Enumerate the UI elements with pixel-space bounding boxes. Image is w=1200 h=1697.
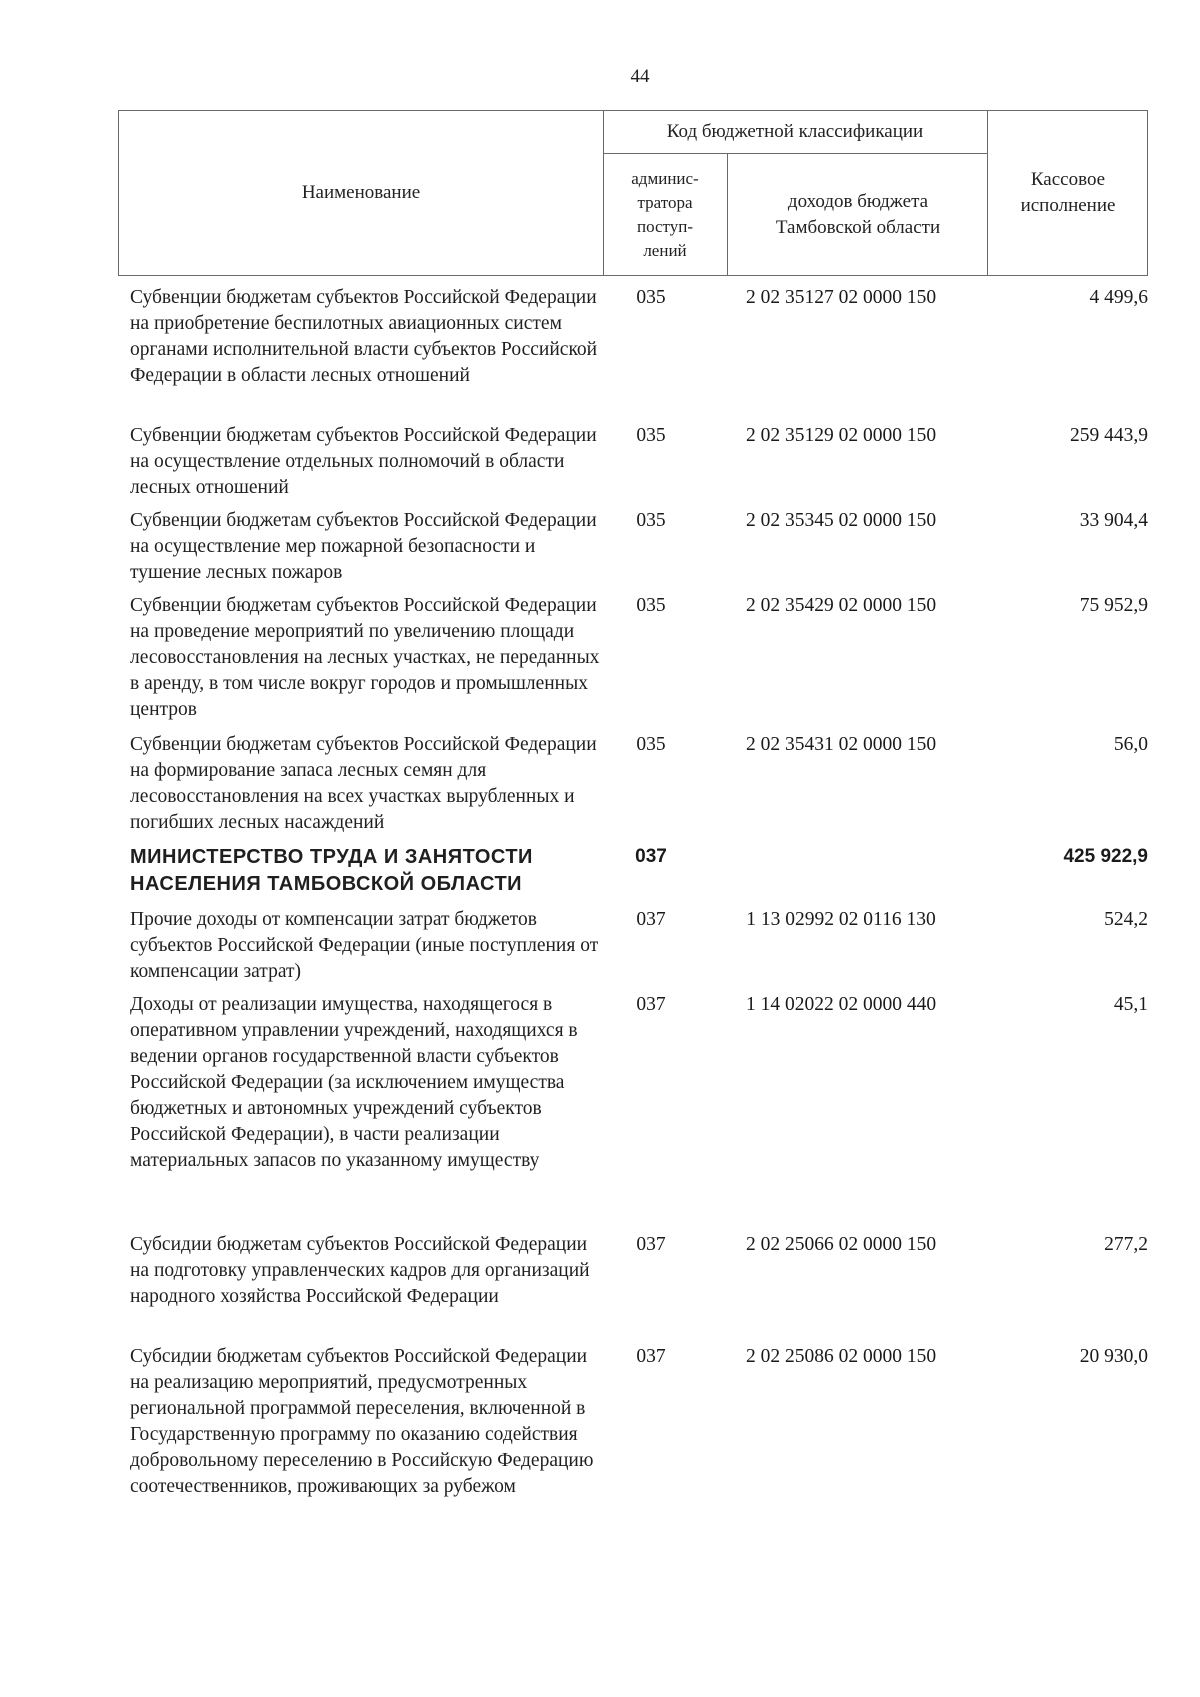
row-amount: 20 930,0 (1079, 1346, 1148, 1367)
row-budget-code: 1 14 02022 02 0000 440 (745, 994, 937, 1015)
row-name: Субвенции бюджетам субъектов Российской Федерации на приобретение беспилотных авиационных систем органами исполнительной власти субъектов Российской Федерации в области лесных отношений (130, 287, 598, 386)
row-amount: 33 904,4 (1079, 510, 1148, 531)
table-row (118, 508, 1148, 593)
row-amount: 259 443,9 (1070, 425, 1148, 446)
row-amount: 45,1 (1113, 994, 1148, 1015)
row-amount: 56,0 (1113, 734, 1148, 755)
row-admin-code: 035 (636, 595, 666, 616)
row-admin-code: 035 (636, 287, 666, 308)
row-amount: 524,2 (1104, 909, 1148, 930)
ministry-name: МИНИСТЕРСТВО ТРУДА И ЗАНЯТОСТИ НАСЕЛЕНИЯ ТАМБОВСКОЙ ОБЛАСТИ (130, 846, 533, 895)
table-row (118, 1344, 1148, 1564)
header-execution: Кассовое исполнение (1020, 169, 1116, 216)
table-row (118, 1232, 1148, 1344)
row-budget-code: 2 02 35429 02 0000 150 (745, 595, 937, 616)
row-admin-code: 037 (636, 994, 666, 1015)
row-admin-code: 037 (635, 846, 667, 867)
row-budget-code: 2 02 35345 02 0000 150 (745, 510, 937, 531)
table-row (118, 593, 1148, 732)
row-admin-code: 037 (636, 1346, 666, 1367)
table-row (118, 285, 1148, 423)
table-row (118, 907, 1148, 992)
row-admin-code: 035 (636, 510, 666, 531)
ministry-row (118, 844, 1148, 907)
header-divider (603, 153, 987, 154)
row-budget-code: 2 02 35431 02 0000 150 (745, 734, 937, 755)
row-admin-code: 035 (636, 425, 666, 446)
table-body (118, 285, 1148, 1564)
header-admin: админис-тратора поступ-лений (631, 169, 699, 260)
row-budget-code: 2 02 25086 02 0000 150 (745, 1346, 937, 1367)
row-name: Субвенции бюджетам субъектов Российской Федерации на осуществление отдельных полномочий в области лесных отношений (130, 425, 597, 498)
row-name: Субсидии бюджетам субъектов Российской Федерации на подготовку управленческих кадров для организаций народного хозяйства Российской Федерации (130, 1234, 590, 1307)
header-income: доходов бюджета Тамбовской области (775, 191, 941, 238)
header-budget-code: Код бюджетной классификации (666, 121, 924, 142)
row-admin-code: 037 (636, 1234, 666, 1255)
row-name: Субвенции бюджетам субъектов Российской Федерации на осуществление мер пожарной безопасности и тушение лесных пожаров (130, 510, 597, 583)
row-admin-code: 037 (636, 909, 666, 930)
ministry-total: 425 922,9 (1063, 846, 1148, 867)
row-name: Прочие доходы от компенсации затрат бюджетов субъектов Российской Федерации (иные поступления от компенсации затрат) (130, 909, 599, 982)
row-amount: 75 952,9 (1079, 595, 1148, 616)
row-budget-code: 2 02 35129 02 0000 150 (745, 425, 937, 446)
table-header (118, 110, 1148, 276)
table-row (118, 992, 1148, 1232)
row-name: Доходы от реализации имущества, находящегося в оперативном управлении учреждений, находящихся в ведении органов государственной власти субъектов Российской Федерации (за исключением имущества бюджетных и автономных учреждений субъектов Российской Федерации), в части реализации материальных запасов по указанному имуществу (130, 994, 578, 1171)
table-row (118, 732, 1148, 844)
page-number: 44 (630, 66, 650, 87)
row-budget-code: 1 13 02992 02 0116 130 (746, 909, 936, 930)
header-divider (987, 111, 988, 275)
table-row (118, 423, 1148, 508)
row-name: Субвенции бюджетам субъектов Российской Федерации на формирование запаса лесных семян для лесовосстановления на всех участках вырубленных и погибших лесных насаждений (130, 734, 597, 833)
row-name: Субсидии бюджетам субъектов Российской Федерации на реализацию мероприятий, предусмотренных региональной программой переселения, включенной в Государственную программу по оказанию содействия добровольному переселению в Российскую Федерацию соотечественников, проживающих за рубежом (130, 1346, 594, 1497)
row-amount: 277,2 (1104, 1234, 1148, 1255)
row-admin-code: 035 (636, 734, 666, 755)
header-divider (727, 153, 728, 275)
header-name: Наименование (301, 182, 421, 203)
row-budget-code: 2 02 35127 02 0000 150 (745, 287, 937, 308)
row-budget-code: 2 02 25066 02 0000 150 (745, 1234, 937, 1255)
row-name: Субвенции бюджетам субъектов Российской Федерации на проведение мероприятий по увеличению площади лесовосстановления на лесных участках, не переданных в аренду, в том числе вокруг городов и промышленных центров (130, 595, 600, 720)
row-amount: 4 499,6 (1089, 287, 1148, 308)
